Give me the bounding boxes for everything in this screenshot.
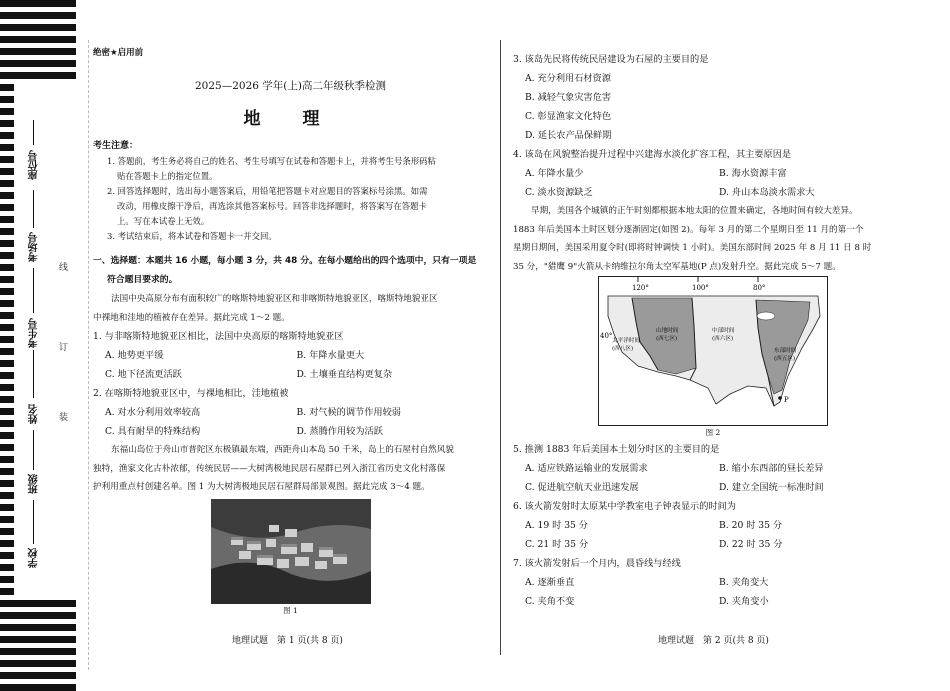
binding-stripe <box>0 48 76 55</box>
question-7-stem: 7. 该火箭发射后一个月内，晨昏线与经线 <box>513 558 681 569</box>
latitude-label-40: 40° <box>600 332 613 340</box>
notes-title: 考生注意： <box>93 141 139 151</box>
seat-field-line <box>33 120 34 145</box>
option: C. 具有耐旱的特殊结构 <box>105 426 201 437</box>
binding-stripe <box>0 204 14 211</box>
option: A. 地势更平缓 <box>105 350 164 361</box>
binding-stripe <box>0 96 14 103</box>
seat-label: 座位号 <box>29 150 40 180</box>
room-label: 考场号 <box>29 232 40 262</box>
passage-2: 东福山岛位于舟山市普陀区东极镇最东端，西距舟山本岛 50 千米，岛上的石屋村自然风貌 <box>111 445 454 455</box>
zone-label-eastern-sub: (西五区) <box>774 356 796 362</box>
passage-3-cont: 1883 年后美国本土时区划分逐渐固定(如图 2)。每年 3 月的第二个星期日至 11 月的第一个 <box>513 224 864 235</box>
option: A. 对水分利用效率较高 <box>105 407 201 418</box>
option: A. 逐渐垂直 <box>525 577 575 588</box>
binding-stripe <box>0 36 76 43</box>
passage-1-cont: 中裸地和洼地的植被存在差异。据此完成 1～2 题。 <box>93 312 290 323</box>
binding-stripe <box>0 420 14 427</box>
binding-stripe <box>0 456 14 463</box>
binding-stripe <box>0 564 14 571</box>
option: D. 舟山本岛淡水需求大 <box>719 187 815 198</box>
option: B. 20 时 35 分 <box>719 520 783 531</box>
page-2 <box>513 50 913 611</box>
binding-stripe <box>0 180 14 187</box>
question-5-stem: 5. 推测 1883 年后美国本土划分时区的主要目的是 <box>513 444 720 455</box>
binding-stripe <box>0 72 76 79</box>
option: B. 夹角变大 <box>719 577 769 588</box>
examno-field-line <box>33 268 34 313</box>
binding-stripe <box>0 264 14 271</box>
binding-stripe <box>0 360 14 367</box>
option: A. 充分利用石材资源 <box>525 73 611 84</box>
binding-stripe <box>0 168 14 175</box>
binding-stripe <box>0 672 76 679</box>
question-1-options <box>93 346 488 384</box>
binding-stripe <box>0 336 14 343</box>
binding-stripe <box>0 276 14 283</box>
binding-dashed-line <box>88 40 89 670</box>
school-field-line <box>33 500 34 544</box>
zone-label-mountain-sub: (西七区) <box>656 336 678 342</box>
question-6-stem: 6. 该火箭发射时太原某中学教室电子钟表显示的时间为 <box>513 501 736 512</box>
option: C. 夹角不变 <box>525 596 575 607</box>
binding-stripe <box>0 216 14 223</box>
option: A. 19 时 35 分 <box>525 520 588 531</box>
passage-3: 早期，美国各个城镇的正午时刻都根据本地太阳的位置来确定，各地时间有较大差异。 <box>531 206 858 216</box>
option: C. 淡水资源缺乏 <box>525 187 593 198</box>
binding-stripe <box>0 468 14 475</box>
question-2-options <box>93 403 488 441</box>
option: C. 21 时 35 分 <box>525 539 589 550</box>
binding-stripe <box>0 660 76 667</box>
binding-stripe <box>0 300 14 307</box>
figure-2-caption: 图 2 <box>705 428 721 437</box>
binding-stripe <box>0 588 14 595</box>
examno-label: 考生号 <box>29 318 40 348</box>
binding-stripe <box>0 408 14 415</box>
name-field-line <box>33 350 34 398</box>
stone-house-photo <box>211 499 371 604</box>
binding-stripe <box>0 624 76 631</box>
binding-stripe <box>0 240 14 247</box>
passage-3-cont: 星期日期间，美国采用夏令时(即将时钟调快 1 小时)。美国东部时间 2025 年 8 月 11 日 8 时 <box>513 243 872 253</box>
binding-char-order: 订 <box>59 343 69 353</box>
binding-stripe <box>0 576 14 583</box>
binding-stripe <box>0 252 14 259</box>
binding-stripe <box>0 480 14 487</box>
binding-stripe <box>0 504 14 511</box>
zone-label-eastern: 东部时间 <box>774 348 797 354</box>
question-5-options <box>513 459 913 497</box>
launch-point-p <box>778 396 782 400</box>
binding-stripe <box>0 600 76 607</box>
exam-title: 2025—2026 学年(上)高二年级秋季检测 <box>195 80 386 92</box>
binding-stripe <box>0 432 14 439</box>
question-2-stem: 2. 在喀斯特地貌亚区中，与裸地相比，洼地植被 <box>93 388 289 399</box>
zone-label-pacific: 太平洋时间 <box>612 338 640 344</box>
binding-stripe <box>0 384 14 391</box>
section-title-cont: 符合题目要求的。 <box>107 275 178 285</box>
binding-strip <box>0 0 92 688</box>
exam-notes <box>93 139 488 244</box>
binding-char-line: 线 <box>59 263 69 273</box>
note-line: 贴在答题卡上的指定位置。 <box>117 171 218 181</box>
note-line: 改动，用橡皮擦干净后，再选涂其他答案标号。回答非选择题时，将答案写在答题卡 <box>117 201 427 211</box>
binding-stripe <box>0 444 14 451</box>
binding-stripe <box>0 132 14 139</box>
binding-stripe <box>0 636 76 643</box>
zone-label-central: 中部时间 <box>712 328 735 334</box>
binding-stripe <box>0 228 14 235</box>
question-7-options <box>513 573 913 611</box>
binding-stripe <box>0 492 14 499</box>
binding-stripe <box>0 528 14 535</box>
binding-stripe <box>0 372 14 379</box>
binding-stripe <box>0 324 14 331</box>
page-divider <box>500 40 501 655</box>
school-label: 学校 <box>29 548 40 568</box>
longitude-label-100: 100° <box>692 284 709 292</box>
page-2-footer: 地理试题 第 2 页(共 8 页) <box>658 636 769 646</box>
subject-title: 地 理 <box>243 109 338 129</box>
binding-stripe <box>0 612 76 619</box>
option: B. 减轻气象灾害危害 <box>525 92 612 103</box>
zone-label-mountain: 山地时间 <box>656 328 679 334</box>
note-line: 1. 答题前，考生务必将自己的姓名、考生号填写在试卷和答题卡上，并将考生号条形码粘 <box>107 156 436 166</box>
binding-stripe <box>0 144 14 151</box>
option: D. 22 时 35 分 <box>719 539 783 550</box>
option: B. 缩小东西部的昼长差异 <box>719 463 824 474</box>
option: D. 土壤垂直结构更复杂 <box>296 369 393 380</box>
binding-stripe <box>0 24 76 31</box>
figure-1-caption: 图 1 <box>283 605 298 615</box>
note-line: 2. 回答选择题时，选出每小题答案后，用铅笔把答题卡对应题目的答案标号涂黑。如需 <box>107 186 428 196</box>
option: D. 建立全国统一标准时间 <box>719 482 824 493</box>
secret-mark: 绝密★启用前 <box>93 48 144 58</box>
binding-stripe <box>0 192 14 199</box>
note-line: 上。写在本试卷上无效。 <box>117 216 210 226</box>
section-title: 一、选择题：本题共 16 小题，每小题 3 分，共 48 分。在每小题给出的四个选项中，只有一项是 <box>93 256 477 266</box>
option: A. 年降水量少 <box>525 168 584 179</box>
binding-stripe <box>0 288 14 295</box>
binding-stripe <box>0 84 14 91</box>
binding-stripe <box>0 516 14 523</box>
binding-stripe <box>0 156 14 163</box>
binding-stripe <box>0 0 76 7</box>
option: B. 年降水量更大 <box>296 350 365 361</box>
binding-stripe <box>0 540 14 547</box>
class-label: 班级 <box>29 474 40 494</box>
binding-stripe <box>0 348 14 355</box>
class-field-line <box>33 430 34 470</box>
name-label: 姓名 <box>29 404 40 424</box>
binding-stripe <box>0 312 14 319</box>
zone-label-pacific-sub: (西八区) <box>612 346 634 352</box>
option: D. 延长农产品保鲜期 <box>525 130 612 141</box>
question-4-options <box>513 164 913 202</box>
passage-2-cont: 护利用重点村创建名单。图 1 为大树湾极地民居石屋群局部景观图。据此完成 3～4 题。 <box>93 482 430 492</box>
question-6-options <box>513 516 913 554</box>
option: B. 对气候的调节作用较弱 <box>296 407 401 418</box>
binding-stripe <box>0 552 14 559</box>
option: D. 夹角变小 <box>719 596 769 607</box>
room-field-line <box>33 190 34 228</box>
page-1 <box>93 44 488 618</box>
option: C. 地下径流更活跃 <box>105 369 182 380</box>
option: B. 海水资源丰富 <box>719 168 787 179</box>
option: A. 适应铁路运输业的发展需求 <box>525 463 648 474</box>
note-line: 3. 考试结束后，将本试卷和答题卡一并交回。 <box>107 231 277 241</box>
option: D. 蒸腾作用较为活跃 <box>296 426 383 437</box>
binding-stripe <box>0 648 76 655</box>
longitude-label-80: 80° <box>753 284 766 292</box>
us-time-zone-map <box>598 276 828 426</box>
binding-stripe <box>0 396 14 403</box>
binding-char-bind: 装 <box>59 413 69 423</box>
binding-stripe <box>0 60 76 67</box>
passage-2-cont: 独特，渔家文化古朴浓郁，传统民居——大树湾极地民居石屋群已列入浙江省历史文化村落保 <box>93 463 446 474</box>
question-1-stem: 1. 与非喀斯特地貌亚区相比，法国中央高原的喀斯特地貌亚区 <box>93 331 344 342</box>
option: C. 彰显渔家文化特色 <box>525 111 612 122</box>
launch-point-label: P <box>784 396 789 404</box>
option: C. 促进航空航天业迅速发展 <box>525 482 639 493</box>
question-4-stem: 4. 该岛在风貌整治提升过程中兴建海水淡化扩容工程，其主要原因是 <box>513 149 792 160</box>
passage-1: 法国中央高原分布有面积较广的喀斯特地貌亚区和非喀斯特地貌亚区，喀斯特地貌亚区 <box>111 294 438 304</box>
page-1-footer: 地理试题 第 1 页(共 8 页) <box>232 636 343 646</box>
binding-stripe <box>0 12 76 19</box>
binding-stripe <box>0 108 14 115</box>
zone-label-central-sub: (西六区) <box>712 336 734 342</box>
passage-3-cont: 35 分，"猎鹰 9"火箭从卡纳维拉尔角太空军基地(P 点)发射升空。据此完成 5～7 题。 <box>513 261 841 272</box>
binding-stripe <box>0 120 14 127</box>
longitude-label-120: 120° <box>632 284 649 292</box>
question-3-stem: 3. 该岛先民将传统民居建设为石屋的主要目的是 <box>513 54 709 65</box>
